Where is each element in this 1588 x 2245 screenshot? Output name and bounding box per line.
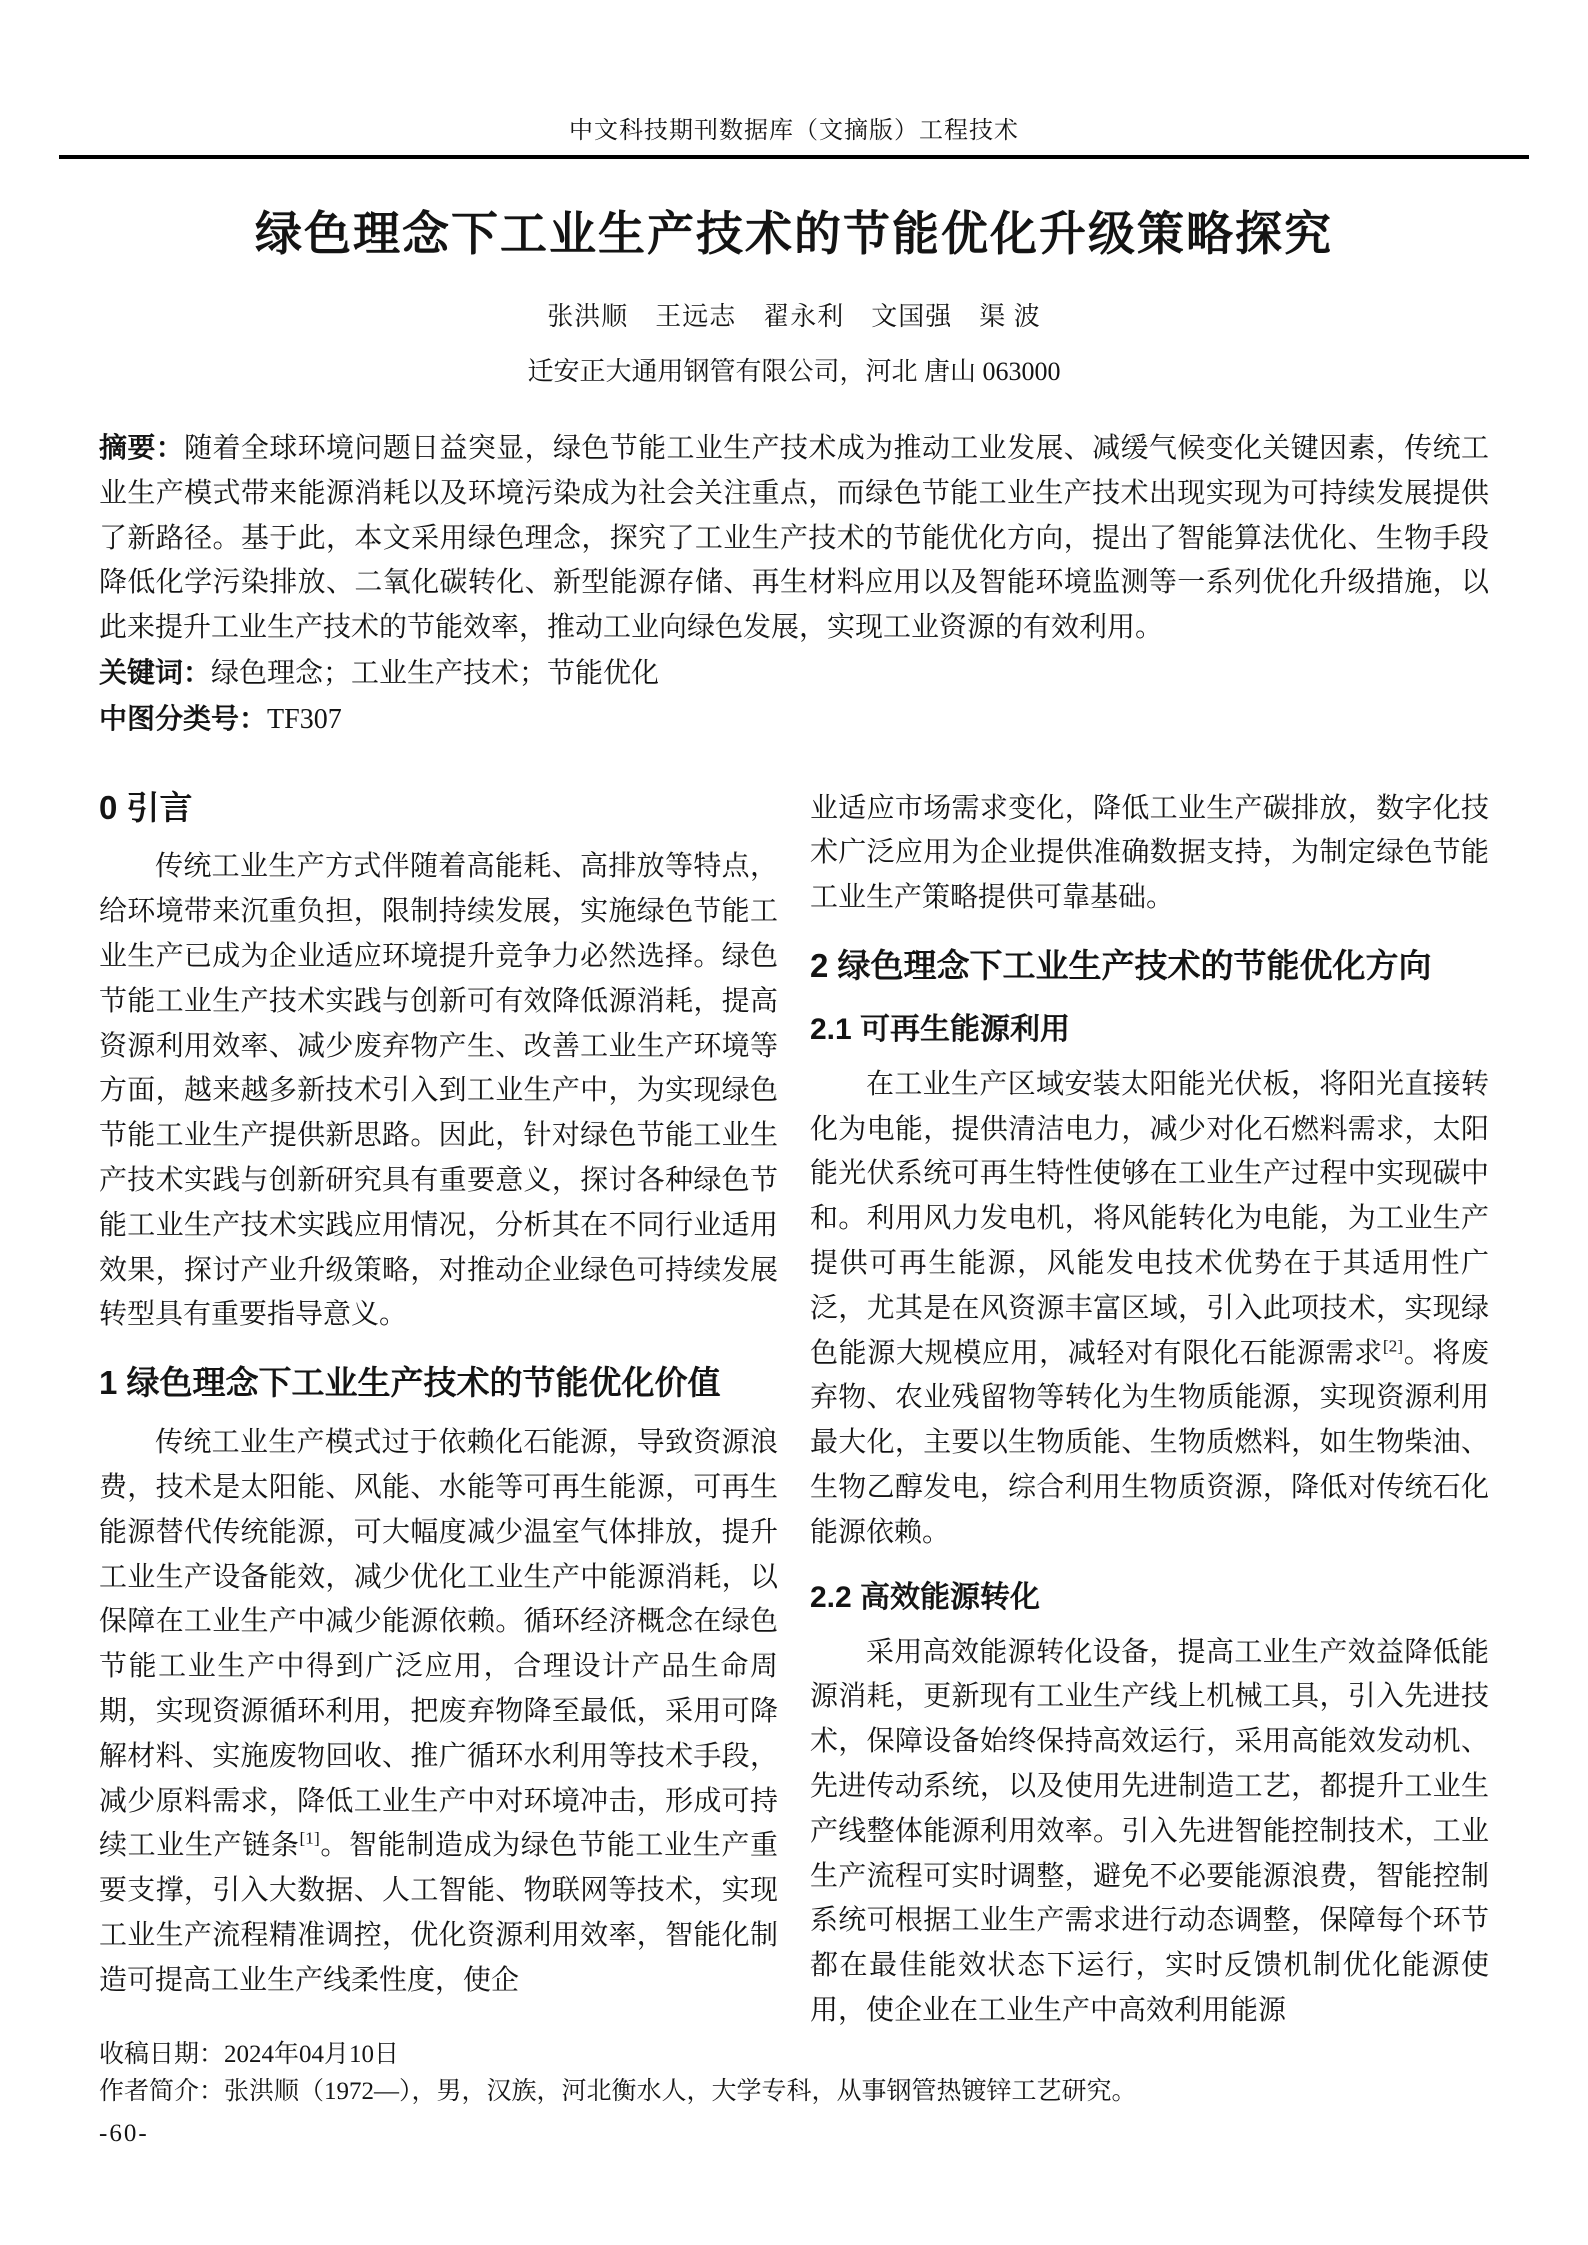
keywords-text: 绿色理念；工业生产技术；节能优化 <box>211 657 660 689</box>
section-2-1-paragraph <box>810 1063 1489 1556</box>
abstract-paragraph <box>99 426 1489 651</box>
section-2-1-text-a: 在工业生产区域安装太阳能光伏板，将阳光直接转化为电能，提供清洁电力，减少对化石燃料需求，太阳能光伏系统可再生特性使够在工业生产过程中实现碳中和。利用风力发电机，将风能转化为电能，为工业生产提供可再生能源，风能发电技术优势在于其适用性广泛，尤其是在风资源丰富区域，引入此项技术，实现绿色能源大规模应用，减轻对有限化石能源需求 <box>810 1068 1489 1369</box>
citation-ref-2: [2] <box>1382 1336 1404 1356</box>
affiliation-line: 迁安正大通用钢管有限公司，河北 唐山 063000 <box>527 357 1061 386</box>
keywords-label: 关键词： <box>99 656 212 688</box>
citation-ref-1: [1] <box>299 1828 320 1848</box>
received-date-label: 收稿日期： <box>99 2040 225 2068</box>
section-2-1-text-b: 。将废弃物、农业残留物等转化为生物质能源，实现资源利用最大化，主要以生物质能、生物质燃料，如生物柴油、生物乙醇发电，综合利用生物质资源，降低对传统石化能源依赖。 <box>810 1337 1489 1548</box>
section-1-continued-paragraph: 业适应市场需求变化，降低工业生产碳排放，数字化技术广泛应用为企业提供准确数据支持，为制定绿色节能工业生产策略提供可靠基础。 <box>810 792 1489 914</box>
section-1-heading: 1 绿色理念下工业生产技术的节能优化价值 <box>99 1364 721 1402</box>
received-date-line <box>99 2038 1489 2072</box>
section-2-2-heading: 2.2 高效能源转化 <box>810 1580 1041 1614</box>
author-bio-label: 作者简介： <box>99 2078 225 2106</box>
clc-label: 中图分类号： <box>99 702 268 734</box>
section-2-2-paragraph: 采用高效能源转化设备，提高工业生产效益降低能源消耗，更新现有工业生产线上机械工具，引入先进技术，保障设备始终保持高效运行，采用高能效发动机、先进传动系统，以及使用先进制造工艺，都提升工业生产线整体能源利用效率。引入先进智能控制技术，工业生产流程可实时调整，避免不必要能源浪费，智能控制系统可根据工业生产需求进行动态调整，保障每个环节都在最佳能效状态下运行，实时反馈机制优化能源使用，使企业在工业生产中高效利用能源 <box>810 1636 1489 2026</box>
clc-value: TF307 <box>267 703 342 735</box>
section-1-text-b: 。智能制造成为绿色节能工业生产重要支撑，引入大数据、人工智能、物联网等技术，实现工业生产流程精准调控，优化资源利用效率，智能化制造可提高工业生产线柔性度，使企 <box>99 1830 778 1996</box>
paper-title: 绿色理念下工业生产技术的节能优化升级策略探究 <box>255 207 1333 260</box>
section-2-heading: 2 绿色理念下工业生产技术的节能优化方向 <box>810 946 1432 984</box>
clc-paragraph <box>99 697 1489 743</box>
abstract-label: 摘要： <box>99 432 185 463</box>
section-0-heading: 0 引言 <box>99 788 193 826</box>
section-1-paragraph <box>99 1421 778 2003</box>
left-column <box>99 787 778 2004</box>
received-date-value: 2024年04月10日 <box>224 2040 400 2068</box>
journal-header: 中文科技期刊数据库（文摘版）工程技术 <box>569 118 1019 144</box>
two-column-body <box>99 787 1489 2034</box>
authors-line: 张洪顺 王远志 翟永利 文国强 渠 波 <box>547 302 1041 331</box>
abstract-text: 随着全球环境问题日益突显，绿色节能工业生产技术成为推动工业发展、减缓气候变化关键因素，传统工业生产模式带来能源消耗以及环境污染成为社会关注重点，而绿色节能工业生产技术出现实现为可持续发展提供了新路径。基于此，本文采用绿色理念，探究了工业生产技术的节能优化方向，提出了智能算法优化、生物手段降低化学污染排放、二氧化碳转化、新型能源存储、再生材料应用以及智能环境监测等一系列优化升级措施，以此来提升工业生产技术的节能效率，推动工业向绿色发展，实现工业资源的有效利用。 <box>99 433 1489 644</box>
header-rule <box>59 155 1529 159</box>
footnotes <box>99 2038 1489 2151</box>
right-column <box>810 787 1489 2034</box>
section-1-text-a: 传统工业生产模式过于依赖化石能源，导致资源浪费，技术是太阳能、风能、水能等可再生能源，可再生能源替代传统能源，可大幅度减少温室气体排放，提升工业生产设备能效，减少优化工业生产中能源消耗，以保障在工业生产中减少能源依赖。循环经济概念在绿色节能工业生产中得到广泛应用，合理设计产品生命周期，实现资源循环利用，把废弃物降至最低，采用可降解材料、实施废物回收、推广循环水利用等技术手段，减少原料需求，降低工业生产中对环境冲击，形成可持续工业生产链条 <box>99 1427 778 1862</box>
author-bio-value: 张洪顺（1972—），男，汉族，河北衡水人，大学专科，从事钢管热镀锌工艺研究。 <box>224 2078 1137 2106</box>
section-0-paragraph: 传统工业生产方式伴随着高能耗、高排放等特点，给环境带来沉重负担，限制持续发展，实施绿色节能工业生产已成为企业适应环境提升竞争力必然选择。绿色节能工业生产技术实践与创新可有效降低源消耗，提高资源利用效率、减少废弃物产生、改善工业生产环境等方面，越来越多新技术引入到工业生产中，为实现绿色节能工业生产提供新思路。因此，针对绿色节能工业生产技术实践与创新研究具有重要意义，探讨各种绿色节能工业生产技术实践应用情况，分析其在不同行业适用效果，探讨产业升级策略，对推动企业绿色可持续发展转型具有重要指导意义。 <box>99 851 778 1331</box>
section-2-1-heading: 2.1 可再生能源利用 <box>810 1012 1071 1046</box>
keywords-paragraph <box>99 651 1489 697</box>
page-number: -60- <box>99 2119 149 2147</box>
author-bio-line <box>99 2075 1489 2109</box>
